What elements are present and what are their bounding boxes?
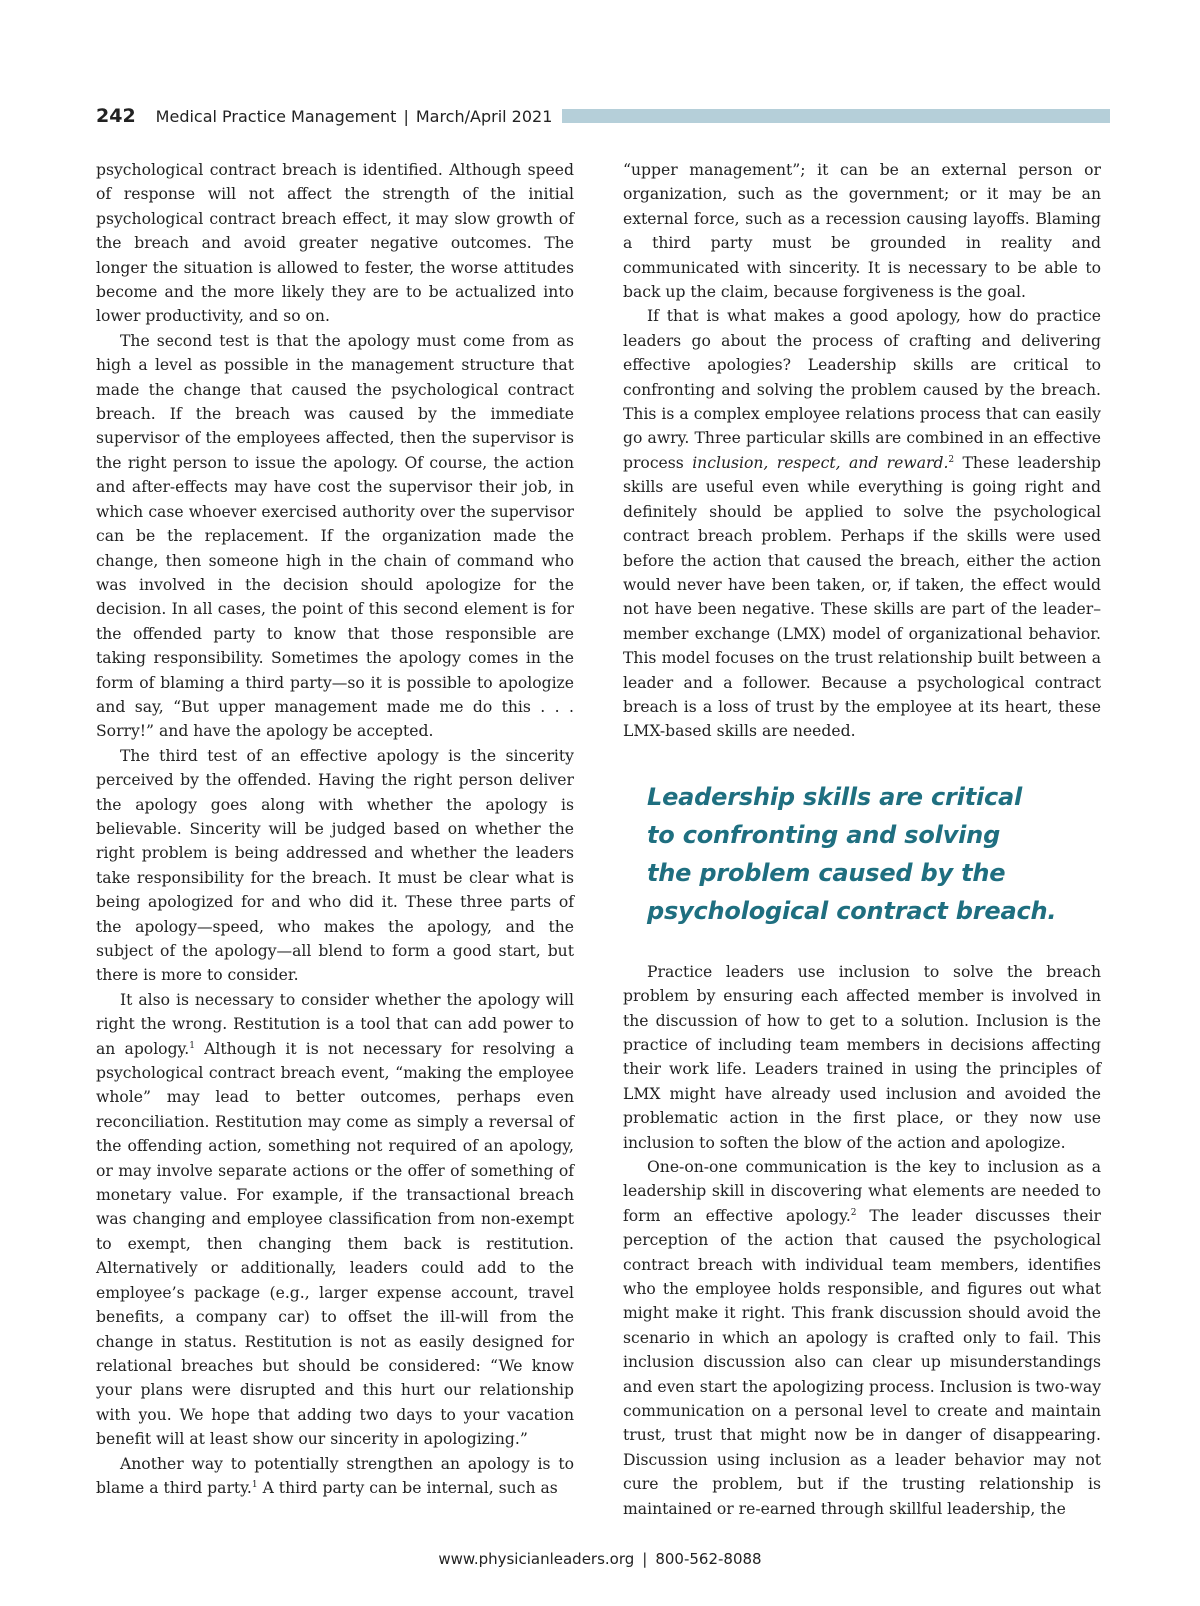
pull-quote-line: psychological contract breach. bbox=[647, 896, 1057, 925]
paragraph bbox=[623, 1155, 1101, 1521]
page-number: 242 bbox=[96, 105, 136, 127]
right-column bbox=[623, 158, 1101, 1521]
footnote-ref: 1 bbox=[251, 1479, 258, 1490]
pull-quote bbox=[647, 778, 1101, 930]
text-run: If that is what makes a good apology, how do practice leaders go about the process of crafting and delivering effective apologies? Leadership skills are critical to confronting and solving the problem caused by the breach. This is a complex employee relations process that can easily go awry. Three particular skills are combined in an effective process bbox=[623, 307, 1101, 472]
text-run: It also is necessary to consider whether the apology will right the wrong. Restitution is a tool that can add power to an apology. bbox=[96, 990, 574, 1058]
emphasis-text: inclusion, respect, and reward. bbox=[692, 453, 949, 472]
footnote-ref: 2 bbox=[948, 454, 955, 465]
paragraph: Practice leaders use inclusion to solve the breach problem by ensuring each affected member is involved in the discussion of how to get to a solution. Inclusion is the practice of including team members in decisions affecting their work life. Leaders trained in using the principles of LMX might have already used inclusion and avoided the problematic action in the first place, or they now use inclusion to soften the blow of the action and apologize. bbox=[623, 962, 1101, 1152]
pull-quote-line: the problem caused by the bbox=[647, 858, 1006, 887]
paragraph: The third test of an effective apology is the sincerity perceived by the offended. Having the right person deliver the apology goes along with whether the apology is believable. Sincerity will be judged based on whether the right problem is being addressed and whether the leaders take responsibility for the breach. It must be clear what is being apologized for and who did it. These three parts of the apology—speed, who makes the apology, and the subject of the apology—all blend to form a good start, but there is more to consider. bbox=[96, 746, 574, 985]
pull-quote-line: to confronting and solving bbox=[647, 820, 1001, 849]
paragraph bbox=[96, 988, 574, 1452]
footer-separator: | bbox=[642, 1550, 648, 1568]
text-run: The leader discusses their perception of the action that caused the psychological contract breach with individual team members, identifies who the employee holds responsible, and figures out what might make it right. This frank discussion should avoid the scenario in which an apology is crafted only to fail. This inclusion discussion also can clear up misunderstandings and even start the apologizing process. Inclusion is two-way communication on a personal level to create and maintain trust, trust that might now be in danger of disappearing. Discussion using inclusion as a leader behavior may not cure the problem, but if the trusting relationship is maintained or re-earned through skillful leadership, the bbox=[623, 1206, 1102, 1518]
phone-number: 800-562-8088 bbox=[655, 1550, 762, 1568]
paragraph: “upper management”; it can be an external person or organization, such as the government; or it may be an external force, such as a recession causing layoffs. Blaming a third party must be grounded in reality and communicated with sincerity. It is necessary to be able to back up the claim, because forgiveness is the goal. bbox=[623, 161, 1101, 302]
page-header bbox=[96, 100, 1110, 132]
left-column bbox=[96, 158, 574, 1500]
page-footer bbox=[0, 1550, 1200, 1568]
paragraph bbox=[623, 304, 1101, 743]
header-separator: | bbox=[403, 106, 409, 126]
journal-title bbox=[156, 107, 553, 126]
text-run: Although it is not necessary for resolving a psychological contract breach event, “making the employee whole” may lead to better outcomes, perhaps even reconciliation. Restitution may come as simply a reversal of the offending action, something not required of an apology, or may involve separate actions or the offer of something of monetary value. For example, if the transactional breach was changing and employee classification from non-exempt to exempt, then changing them back is restitution. Alternatively or additionally, leaders could add to the employee’s package (e.g., larger expense account, travel benefits, a company car) to offset the ill-will from the change in status. Restitution is not as easily designed for relational breaches but should be considered: “We know your plans were disrupted and this hurt our relationship with you. We hope that adding two days to your vacation benefit will at least show our sincerity in apologizing.” bbox=[96, 1039, 574, 1449]
text-run: A third party can be internal, such as bbox=[257, 1478, 558, 1497]
issue-date: March/April 2021 bbox=[415, 106, 553, 126]
footnote-ref: 2 bbox=[850, 1207, 857, 1218]
footnote-ref: 1 bbox=[189, 1040, 195, 1051]
paragraph bbox=[96, 1452, 574, 1501]
text-run: One-on-one communication is the key to inclusion as a leadership skill in discovering what elements are needed to form an effective apology. bbox=[623, 1158, 1101, 1225]
text-run: These leadership skills are useful even while everything is going right and definitely should be applied to solve the psychological contract breach problem. Perhaps if the skills were used before the action that caused the breach, either the action would never have been taken, or, if taken, the effect would not have been negative. These skills are part of the leader–member exchange (LMX) model of organizational behavior. This model focuses on the trust relationship built between a leader and a follower. Because a psychological contract breach is a loss of trust by the employee at its heart, these LMX-based skills are needed. bbox=[623, 453, 1102, 741]
paragraph: The second test is that the apology must come from as high a level as possible in the management structure that made the change that caused the psychological contract breach. If the breach was caused by the immediate supervisor of the employees affected, then the supervisor is the right person to issue the apology. Of course, the action and after-effects may have cost the supervisor their job, in which case whoever exercised authority over the supervisor can be the replacement. If the organization made the change, then someone high in the chain of command who was involved in the decision should apologize for the decision. In all cases, the point of this second element is for the offended party to know that those responsible are taking responsibility. Sometimes the apology comes in the form of blaming a third party—so it is possible to apologize and say, “But upper management made me do this . . . Sorry!” and have the apology be accepted. bbox=[96, 331, 574, 741]
pull-quote-line: Leadership skills are critical bbox=[647, 782, 1023, 811]
website-link[interactable]: www.physicianleaders.org bbox=[438, 1550, 635, 1568]
header-rule bbox=[562, 109, 1110, 123]
journal-name: Medical Practice Management bbox=[155, 106, 397, 126]
paragraph: psychological contract breach is identified. Although speed of response will not affect the strength of the initial psychological contract breach effect, it may slow growth of the breach and avoid greater negative outcomes. The longer the situation is allowed to fester, the worse attitudes become and the more likely they are to be actualized into lower productivity, and so on. bbox=[96, 161, 574, 326]
text-run: Another way to potentially strengthen an apology is to blame a third party. bbox=[96, 1454, 574, 1497]
